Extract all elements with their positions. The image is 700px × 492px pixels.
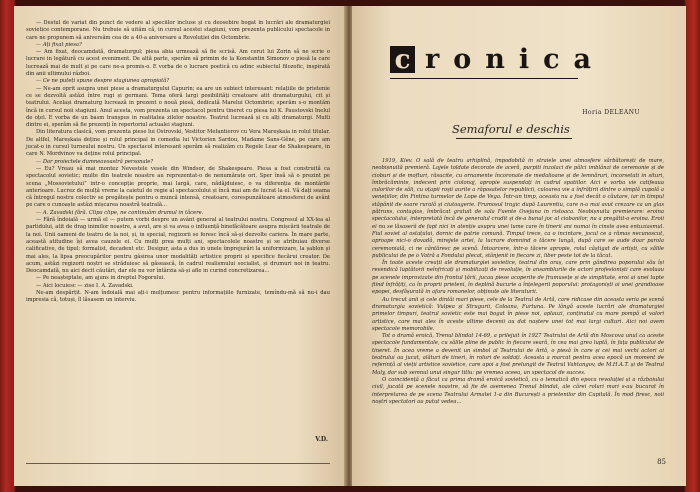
bottom-rule (26, 463, 330, 464)
paragraph: — Ne-am oprit asupra unei piese a dramaturgului Capurin; ea are un subiect interesant: relațiile de prietenie ce se dezvoltă astăzi între rugi și germani. Tema oferă largi posibilități creatoare atit dramaturgului, cit și teatrului. Același dramaturg lucrează in prezent o nouă piesă, dedicată Marelui Octombrie; sperăm s-o montăm încă in cursul noii stagiuni. Anul acesta, vom prezenta un spectacol pentru tineret cu piesa lui K. Paustovski Inelul de oțel. E vorba de un basm tranșpus in realitatea zilelor noastre. Teatrul lucrează și cu alți dramaturgi. Multi dintre ei, sperăm să fie prezenți în repertoriul actualei stagiuni. (26, 85, 330, 129)
paragraph: Ne-am despărțit. N-am îndoială mai ați-i mulțumesc pentru informațiile furnizate, temîndu-mă să nu-i dau impresia că, totuși, îl lăsasem un interviu. (26, 289, 330, 304)
question: — Ați fixat piesa? (36, 41, 82, 48)
article-title: Semaforul e deschis (452, 122, 570, 136)
title-underline (456, 138, 572, 139)
rubric-underline (390, 78, 578, 79)
paragraph: — Eu? Vreau să mai montez Nevestele vesele din Windsor, de Shakespeare. Piesa a fost construită ca spectacolul sovietic; multe din teatrele noastre au reprezentat-o de nenumărate ori. Sper însă să o prezint pe scena „Mossovietului” intr-o concepție proprie, mai largă, care, nădăjduiesc, o va diferenția de montările anterioare. Lucrez de mulță vreme la caietul de regie al spectacolului și încă mai am de lucrat la el. Vă dați seama că întregul nostru colectiv se pregătește pentru o muncă intensă, creatoare, corespunzătoare atmosferei de avânt pe care o cunoaște astăzi mișcarea noastră teatrală... (26, 165, 330, 209)
rubric-text: ronica (425, 44, 606, 75)
rubric-initial: c (390, 46, 415, 73)
paragraph: O coincidență a făcut ca prima dramă eroică sovietică, cu o tematică din epoca revoluției și a războiului civil, jucată pe scenele noastre, să fie de asemenea Trenul blindat, ale cărei roluri mari s-au bucurat în interpretarea de pe scena Teatrului Armatei 1-a din București a prietenilor din Capitală. În mod firesc, noii noștri spectatori au putut vedea... (372, 376, 664, 405)
paragraph: — Am fixat, deocamdată, dramaturgul; piesa abia urmează să fie scrisă. Am cerut lui Zorin să ne scrie o lucrare in legătură cu acest eveniment. De altă parte, sperăm să primim de la Konstantin Simonov o piesă la care lucrează mai de mult și pe care ne-a promis-o. E vorba de o lucrare poetică cu adinc subiectul filozofic, inspirată din anii ultimului război. (26, 49, 330, 78)
paragraph: — Destul de variat din punct de vedere al speciilor incluse și cu deosebire bogat in lucrări ale dramaturgiei sovietice contemporane. Nu trebuie să uităm că, in cursul acestei stagiuni, vom prezenta publicului spectacole in care ne propunem să aniversăm cea de a 40-a aniversare a Revoluției din Octombrie. (26, 20, 330, 41)
right-page (352, 6, 686, 486)
question: — Ce ne puteți spune despre stagiunea apropiată? (36, 78, 170, 85)
paragraph: Tot o dramă eroică, Trenul blindat 14-69, a prilejuit în 1927 Teatrului de Artă din Moscova unul ca aceste spectacole fundamentale, cu sălile pline de public în fiecare seară, în cea mai grea luptă, în fața publicului de tineret. În acea vreme a devenit un simbol al Teatrului de Artă, o piesă în care și cei mai vechi actori ai teatrului au jucat, alături de tineri, în roluri de soldați. Aceasta a marcat pentru acea epocă un moment de referință al vieții artistice sovietice, care apoi a fost prelungit de Teatrul Vahtangov, de M.H.A.T. și de Teatrul Maly, dar sub semnul unui singur titlu: pe vremea aceea, un spectacol de succes. (372, 333, 664, 376)
author-name: Horia DELEANU (582, 109, 640, 116)
question: — Dar proiectele dumneavoastră personale? (36, 158, 154, 165)
article-text (372, 158, 664, 406)
page-number: 85 (657, 458, 666, 466)
section-rubric (390, 46, 605, 73)
paragraph: În toate aceste creații ale dramaturgiei sovietice, teatrul din oraș, care prin gândirea poporului său își revendică luptătorii neînfricați și mobilizați de revoluție, în ansamblurile de actori profesioniști care evoluau pe scenele improvizate din frontul țării, jucau piese acoperite de frumusețe și de simplitate, eroi ai unei lupte fiind înfrățiți, ca în proprii prieteni, în deplină bucurie a înțelegerii poporului: protagoniști ai unei grandioase epopei, desfășurată in afara romanelor, obținute ale literaturii. (372, 260, 664, 296)
paragraph: Au trecut anii și cele dintâi mari piese, cele de la Teatrul de Artă, care ridicase din aceasta seria pe scenă dramaturgia sovietică: Vulpea și Strugurii, Coloana, Furtuna. Pe lângă aceste lucrări ale dramaturgiei primelor timpuri, teatrul sovietic este mai bogat în piese noi, aplauzi, conținutul cu mare pompă al valori artistice, care mai ales în aceste ultime decenii au dat naștere unei tot mai largi culturi. Aici noi avem spectacole memorabile. (372, 296, 664, 332)
left-page (14, 6, 346, 486)
paragraph: — A. Zavadski fără. Clipa clipe, ne continuăm drumul in tăcere. (36, 209, 204, 216)
paragraph: — Pe neașteptate, am ajuns in dreptul Fogorului. (36, 275, 166, 282)
interview-text (26, 20, 330, 305)
paragraph: — Fără îndoială — urmă el — putem vorbi despre un avânt general al teatrului nostru. Congresul al XX-lea al partidului, atit de drag inimilor noastre, a avut, are și va avea o influență binefăcătoare asupra mișcării teatrale de la noi. Unii oameni de teatru de la noi, și, in special, regizorii se feresc încă să-și dezvolte cariera. În mare parte, această atitudine își avea cauzele ei. Cu mulți prea mulți ani, spectacolele noastre și se atribuiau diverse calificative, de tipul: formalist, decadent etc. Desigur, asta a dus in unele împrejurări la uniformizare, la șablon și mai ales, la lipsa preocupărilor pentru găsirea unor modalități artistice proprii și specifice fiecărui creator. De acum, astăzi regizorii noștri se străduiesc să găsească, în cadrul realismului socialist, și drumuri noi in teatru. Deocamdată, nu aici decit căutări, dar ele nu vor întârzia să-și afle in curind concretizarea... (26, 217, 330, 275)
signature: V.D. (315, 436, 328, 443)
paragraph: — Aici locuiesc — zise I. A. Zavadski. (36, 282, 134, 289)
paragraph: Din literatura clasică, vom prezenta piese lui Ostrovski, Vestitor Mefantierov cu Vera Mareșkaia in rolul titular. De altfel, Mareșkaia deține și rolul principal in comedia lui Victorien Sardou, Madame Sans-Gêne, pe care am jucat-o in cursul turneului nostru. Un spectacol interesant sperăm să realizăm cu Regele Lear de Shakespeare, in care N. Mordvinov va deține rolul principal. (26, 129, 330, 158)
paragraph: 1919, Kiev. O sală de teatru arhiplină, impodobită in straiele unei atmosfere sărbătorești de mare, neobișnuită premieră. Lojele toldate decorate de aceră, purpiti inzolaci de pălci imblânzi de ceremonie și de cioburi și de mofturi, răsucite, cu ornamente încoronate de medalioane și de lemnăruri, incorsetati in situri, îmbrăcăminte, indecent prin ciolonaj, apropie suspendați in cadrul spatiilor. Aici e vorba vie catifeaua culorilor de săli, cu oțapii roșii aurite a răposatelor republicii, culoarea vie a înfrățirii dintre o simplă cupolă a venețiilor, din Fintina turmelor de Lope de Vega. Într-un timp, aceasta nu a fost decât o căutare, iar in timpul stăpânit de soare rurală și ciutoagerie. Frumosul tragic după Laurentiu, care n-a mai avut crezare ca un glas pătruns, contagios, îmbrăcat gratuit de sala Fuente Ovejuna in ristoaca. Neobișnuita premierare: eroina spectacolului, interpretată încă de generalul crudit și de-a bunul joc al ciobanilor, nu a pregătit-o eroina. Eroii ei nu se lăsaseră de fapt nici in atenție asupra unei lume care în tinerii ani numai în cinste avea entuziasmul. Fiul soviet al ostațului, dornic de patrie comună. Timpul trece, ca o incintare, jocul ce a rămas necunoscut, aproape nici-o dovadă, mirejele artei, la lucrare domnind o tăcere lungă, după care se aude doar parola ceremonială, ci ne cântăresc pe scenă. Întoarcere, într-o tăcere apropie, rolul câștigat de artiști, cu sălile publicului de pe o Vatră a Fondului plecat, stânjenit in fiecare zi, liber peste tot de la tăcut. (372, 158, 664, 259)
